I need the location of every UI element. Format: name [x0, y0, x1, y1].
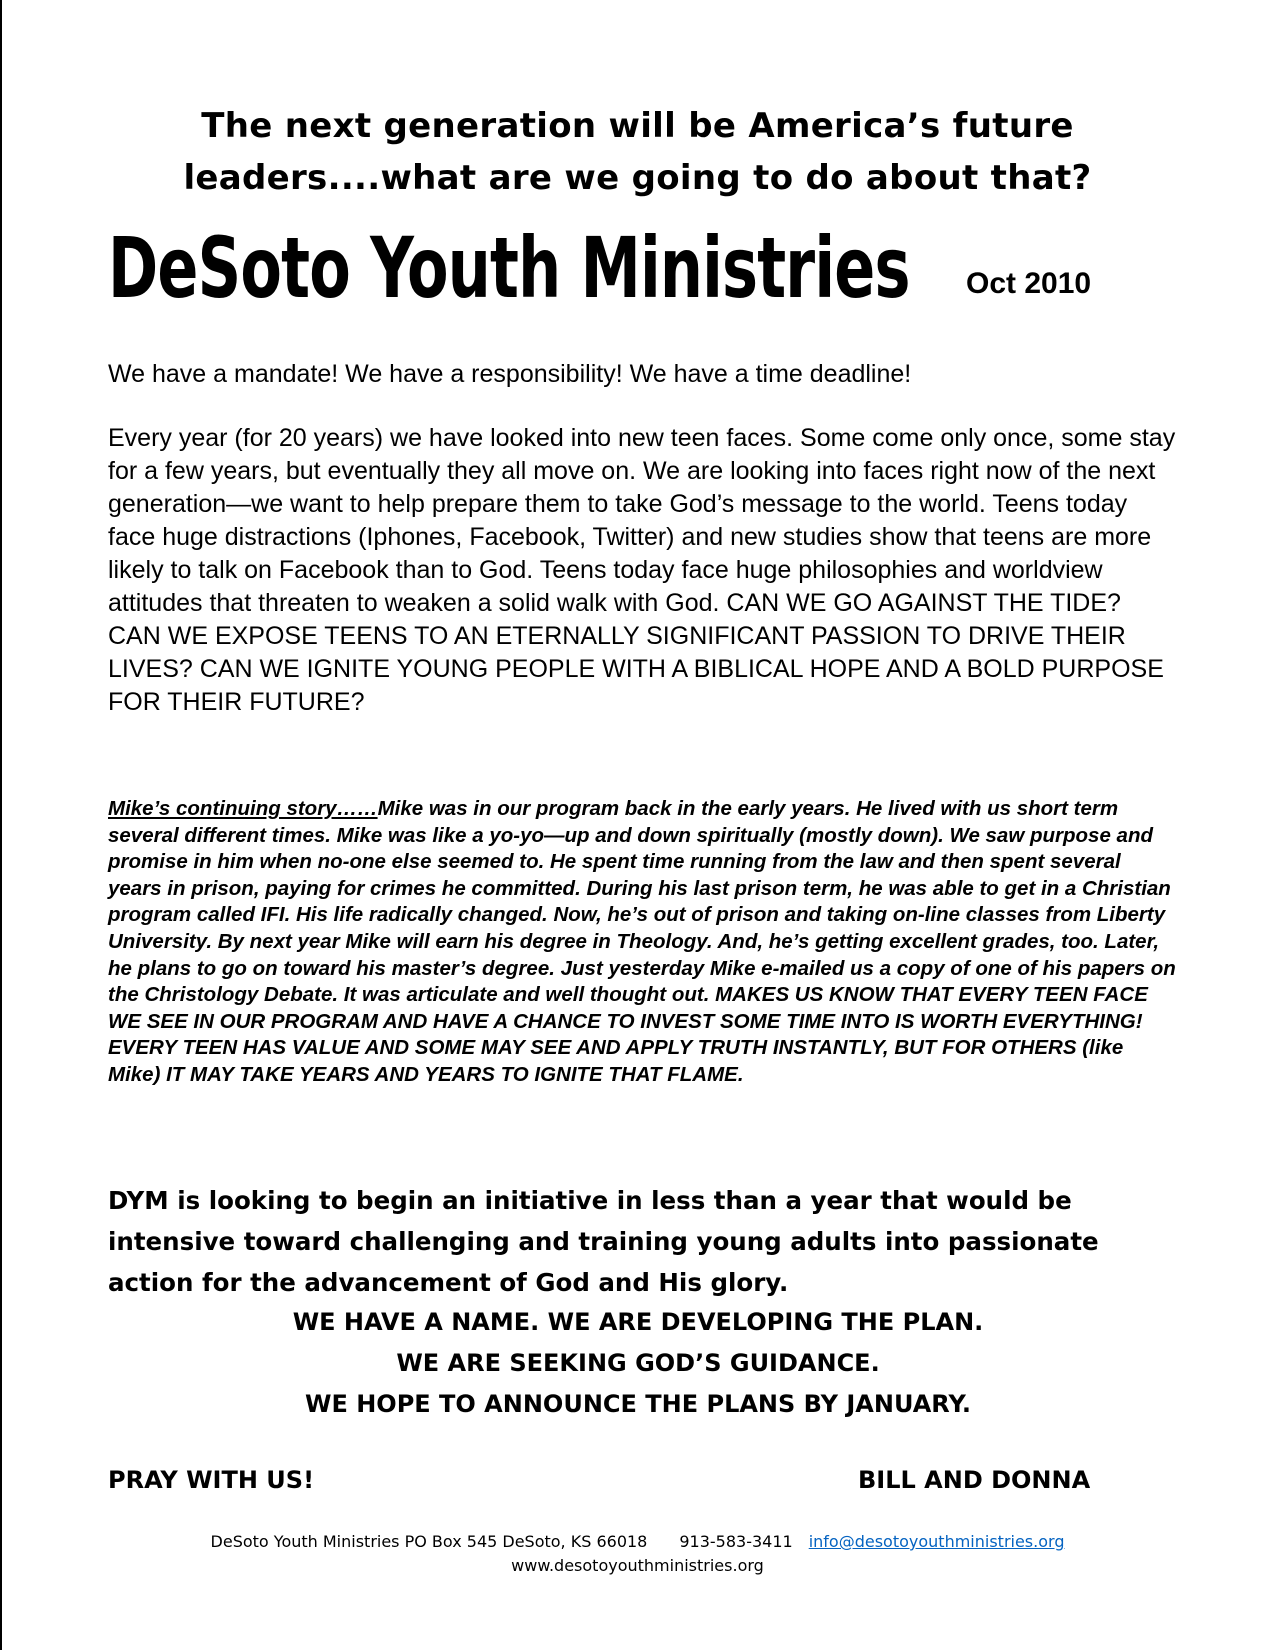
footer-website: www.desotoyouthministries.org [511, 1556, 764, 1575]
newsletter-title: DeSoto Youth Ministries [108, 219, 910, 317]
initiative-paragraph: DYM is looking to begin an initiative in less than a year that would be intensive toward challenging and training young adults into passionate action for the advancement of God and His glory. [108, 1186, 1099, 1297]
intro-paragraph: Every year (for 20 years) we have looked into new teen faces. Some come only once, some stay for a few years, but eventually they all move on. We are looking into faces right now of the next generation—we want to help prepare them to take God’s message to the world. Teens today face huge distractions (Iphones, Facebook, Twitter) and new studies show that teens are more likely to talk on Facebook than to God. Teens today face huge philosophies and worldview attitudes that threaten to weaken a solid walk with God. CAN WE GO AGAINST THE TIDE? CAN WE EXPOSE TEENS TO AN ETERNALLY SIGNIFICANT PASSION TO DRIVE THEIR LIVES? CAN WE IGNITE YOUNG PEOPLE WITH A BIBLICAL HOPE AND A BOLD PURPOSE FOR THEIR FUTURE? [108, 424, 1176, 716]
tagline-line-1: The next generation will be America’s future [201, 106, 1074, 146]
pray-with-us: PRAY WITH US! [108, 1466, 315, 1494]
story-text: Mike was in our program back in the early years. He lived with us short term several different times. Mike was like a yo-yo—up and down spiritually (mostly down). We saw purpose and promise in him when no-one else seemed to. He spent time running from the law and then spent several years in prison, paying for crimes he committed. During his last prison term, he was able to get in a Christian program called IFI. His life radically changed. Now, he’s out of prison and taking on-line classes from Liberty University. By next year Mike will earn his degree in Theology. And, he’s getting excellent grades, too. Later, he plans to go on toward his master’s degree. Just yesterday Mike e-mailed us a copy of one of his papers on the Christology Debate. It was articulate and well thought out. MAKES US KNOW THAT EVERY TEEN FACE WE SEE IN OUR PROGRAM AND HAVE A CHANCE TO INVEST SOME TIME INTO IS WORTH EVERYTHING! EVERY TEEN HAS VALUE AND SOME MAY SEE AND APPLY TRUTH INSTANTLY, BUT FOR OTHERS (like Mike) IT MAY TAKE YEARS AND YEARS TO IGNITE THAT FLAME. [108, 797, 1176, 1086]
tagline-line-2: leaders....what are we going to do about that? [183, 158, 1092, 198]
footer [100, 1530, 1175, 1578]
tagline [100, 100, 1175, 204]
signature: BILL AND DONNA [858, 1466, 1091, 1494]
mike-story-paragraph [108, 796, 1178, 1089]
email-link[interactable]: info@desotoyouthministries.org [808, 1532, 1065, 1551]
footer-phone: 913-583-3411 [679, 1532, 793, 1551]
announcement-line-2: WE ARE SEEKING GOD’S GUIDANCE. [396, 1349, 880, 1377]
announcement-line-3: WE HOPE TO ANNOUNCE THE PLANS BY JANUARY. [305, 1390, 971, 1418]
story-heading: Mike’s continuing story…… [108, 797, 378, 820]
announcement-line-1: WE HAVE A NAME. WE ARE DEVELOPING THE PLAN. [292, 1308, 984, 1336]
issue-date: Oct 2010 [966, 267, 1092, 300]
masthead [108, 218, 1168, 318]
footer-contact-line [100, 1530, 1175, 1554]
footer-address: DeSoto Youth Ministries PO Box 545 DeSoto, KS 66018 [210, 1532, 648, 1551]
mandate-paragraph: We have a mandate! We have a responsibility! We have a time deadline! [108, 360, 912, 388]
